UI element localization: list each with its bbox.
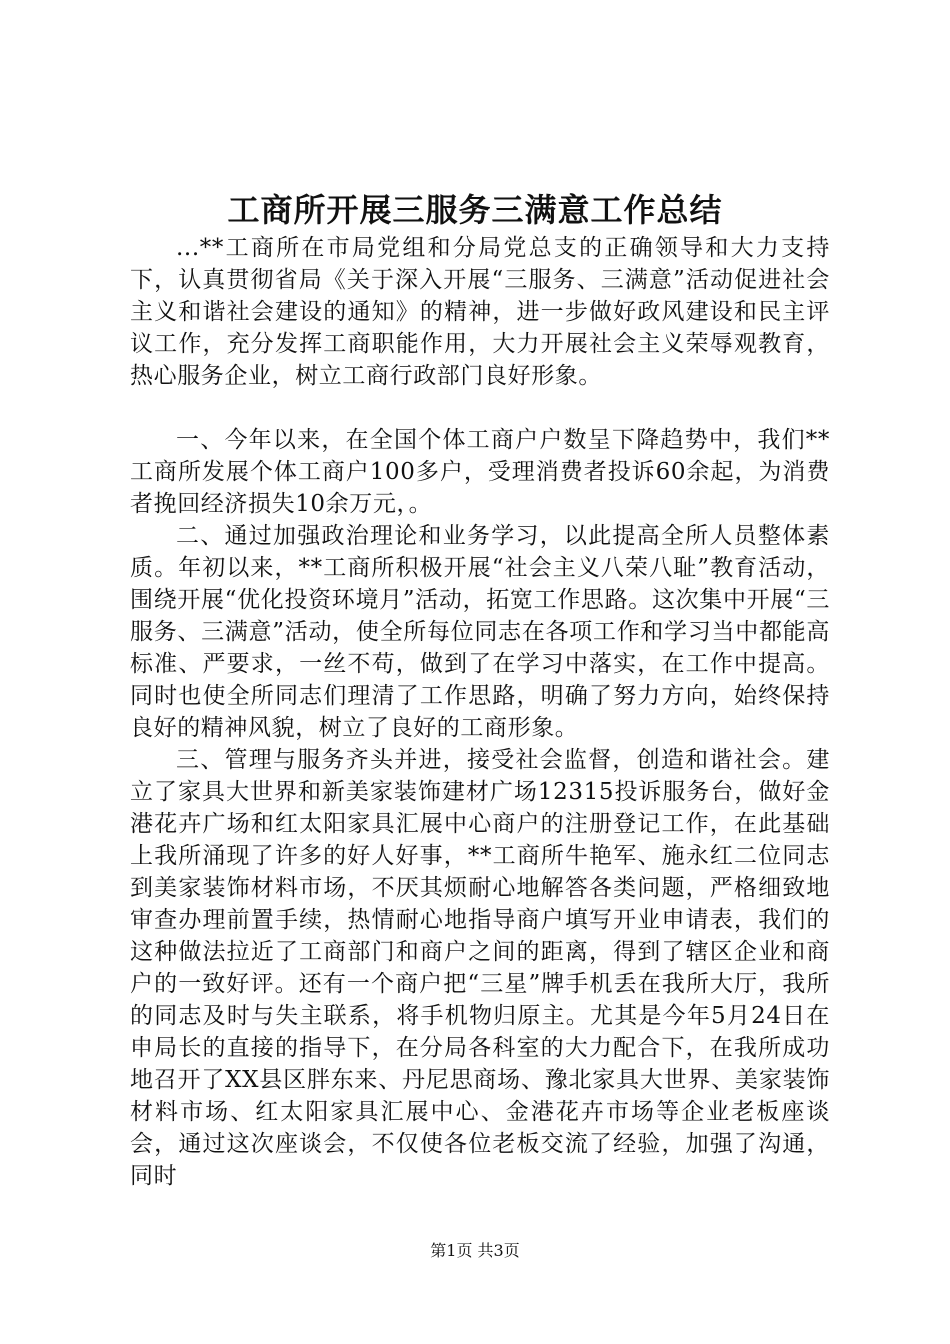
page-title: 工商所开展三服务三满意工作总结 [227,191,723,229]
document-body [130,232,830,1192]
page-footer [0,1240,950,1262]
page-number-indicator: 第1页 共3页 [430,1241,520,1260]
intro-paragraph: ...**工商所在市局党组和分局党总支的正确领导和大力支持下，认真贯彻省局《关于深入开展“三服务、三满意”活动促进社会主义和谐社会建设的通知》的精神，进一步做好政风建设和民主评议工作，充分发挥工商职能作用，大力开展社会主义荣辱观教育，热心服务企业，树立工商行政部门良好形象。 [130,235,830,389]
section-two-paragraph: 二、通过加强政治理论和业务学习，以此提高全所人员整体素质。年初以来，**工商所积极开展“社会主义八荣八耻”教育活动，围绕开展“优化投资环境月”活动，拓宽工作思路。这次集中开展“三服务、三满意”活动，使全所每位同志在各项工作和学习当中都能高标准、严要求，一丝不苟，做到了在学习中落实，在工作中提高。同时也使全所同志们理清了工作思路，明确了努力方向，始终保持良好的精神风貌，树立了良好的工商形象。 [130,523,830,741]
section-three-paragraph: 三、管理与服务齐头并进，接受社会监督，创造和谐社会。建立了家具大世界和新美家装饰建材广场12315投诉服务台，做好金港花卉广场和红太阳家具汇展中心商户的注册登记工作，在此基础上我所涌现了许多的好人好事，**工商所牛艳军、施永红二位同志到美家装饰材料市场，不厌其烦耐心地解答各类问题，严格细致地审查办理前置手续，热情耐心地指导商户填写开业申请表，我们的这种做法拉近了工商部门和商户之间的距离，得到了辖区企业和商户的一致好评。还有一个商户把“三星”牌手机丢在我所大厅，我所的同志及时与失主联系，将手机物归原主。尤其是今年5月24日在申局长的直接的指导下，在分局各科室的大力配合下，在我所成功地召开了XX县区胖东来、丹尼思商场、豫北家具大世界、美家装饰材料市场、红太阳家具汇展中心、金港花卉市场等企业老板座谈会，通过这次座谈会，不仅使各位老板交流了经验，加强了沟通，同时 [130,747,830,1189]
section-one-paragraph: 一、今年以来，在全国个体工商户户数呈下降趋势中，我们**工商所发展个体工商户100多户，受理消费者投诉60余起，为消费者挽回经济损失10余万元，。 [130,427,830,517]
